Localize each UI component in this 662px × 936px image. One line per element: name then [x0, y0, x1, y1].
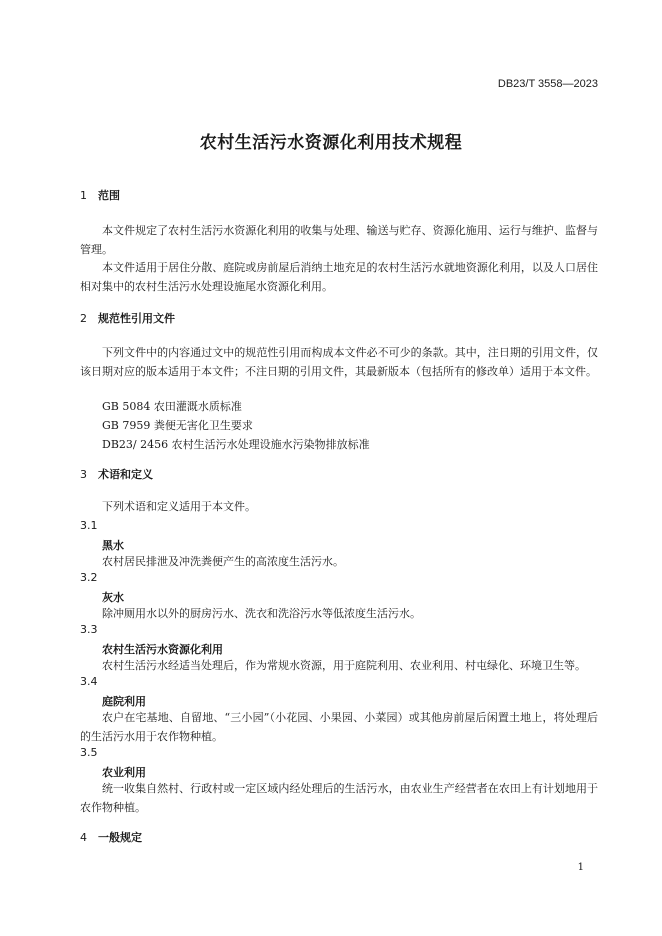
term-name: 灰水: [102, 591, 124, 604]
term-name: 庭院利用: [102, 695, 146, 708]
section-heading-terms: [80, 466, 153, 482]
term-number: 3.5: [80, 746, 98, 759]
term-definition: 农村居民排泄及冲洗粪便产生的高浓度生活污水。: [102, 555, 344, 568]
page-number: 1: [577, 862, 584, 873]
section-number: 3: [80, 468, 87, 481]
section-number: 4: [80, 831, 87, 844]
term-number: 3.4: [80, 675, 98, 688]
section-title: 一般规定: [98, 831, 142, 844]
reference-item: GB 5084 农田灌溉水质标准: [102, 400, 242, 413]
section-heading-normative-references: [80, 310, 175, 326]
term-definition: 除冲厕用水以外的厨房污水、洗衣和洗浴污水等低浓度生活污水。: [102, 607, 421, 620]
terms-intro-paragraph: 下列术语和定义适用于本文件。: [102, 500, 256, 513]
section-title: 范围: [98, 189, 120, 202]
section-number: 1: [80, 189, 87, 202]
document-title: 农村生活污水资源化利用技术规程: [199, 133, 463, 153]
section-heading-general-provisions: [80, 829, 142, 845]
document-number: DB23/T 3558—2023: [497, 78, 598, 90]
section-title: 术语和定义: [98, 468, 153, 481]
scope-paragraph-1: 本文件规定了农村生活污水资源化利用的收集与处理、输送与贮存、资源化施用、运行与维护、监督与管理。: [80, 224, 598, 256]
reference-item: DB23/ 2456 农村生活污水处理设施水污染物排放标准: [102, 438, 370, 451]
term-definition: 农户在宅基地、自留地、“三小园”（小花园、小果园、小菜园）或其他房前屋后闲置土地上，将处理后的生活污水用于农作物种植。: [80, 711, 598, 743]
section-heading-scope: [80, 187, 120, 203]
section-number: 2: [80, 312, 87, 325]
section-title: 规范性引用文件: [98, 312, 175, 325]
term-number: 3.2: [80, 571, 98, 584]
term-definition: 农村生活污水经适当处理后，作为常规水资源，用于庭院利用、农业利用、村屯绿化、环境卫生等。: [102, 659, 586, 672]
scope-paragraph-2: 本文件适用于居住分散、庭院或房前屋后消纳土地充足的农村生活污水就地资源化利用，以及人口居住相对集中的农村生活污水处理设施尾水资源化利用。: [80, 261, 598, 293]
term-number: 3.3: [80, 623, 98, 636]
term-name: 农村生活污水资源化利用: [102, 643, 223, 656]
normative-intro-paragraph: 下列文件中的内容通过文中的规范性引用而构成本文件必不可少的条款。其中，注日期的引用文件，仅该日期对应的版本适用于本文件；不注日期的引用文件，其最新版本（包括所有的修改单）适用于本文件。: [80, 346, 598, 378]
term-number: 3.1: [80, 519, 98, 532]
reference-item: GB 7959 粪便无害化卫生要求: [102, 419, 253, 432]
term-name: 农业利用: [102, 766, 146, 779]
term-definition: 统一收集自然村、行政村或一定区域内经处理后的生活污水，由农业生产经营者在农田上有计划地用于农作物种植。: [80, 782, 598, 814]
term-name: 黑水: [102, 539, 124, 552]
